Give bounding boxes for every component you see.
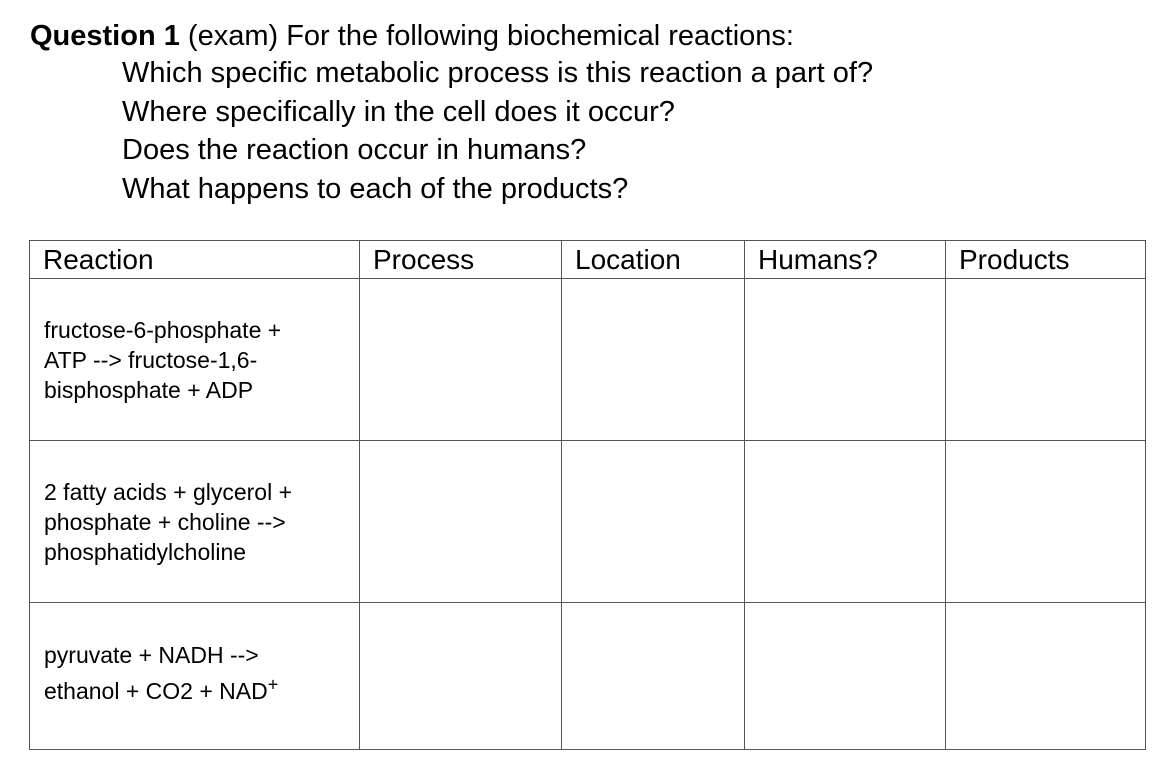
process-answer-cell[interactable]: [360, 441, 562, 603]
products-answer-cell[interactable]: [946, 603, 1146, 750]
humans-answer-cell[interactable]: [745, 603, 946, 750]
question-prompts: [122, 54, 873, 208]
table-row: [30, 603, 1146, 750]
superscript-charge: +: [267, 674, 279, 695]
prompt-location: Where specifically in the cell does it occur?: [122, 95, 675, 128]
products-answer-cell[interactable]: [946, 441, 1146, 603]
reaction-cell: pyruvate + NADH --> ethanol + CO2 + NAD+: [30, 603, 360, 750]
header-reaction: Reaction: [30, 241, 360, 279]
reaction-cell: fructose-6-phosphate + ATP --> fructose-1,6- bisphosphate + ADP: [30, 279, 360, 441]
question-tag: (exam): [187, 20, 279, 52]
header-process: Process: [360, 241, 562, 279]
location-answer-cell[interactable]: [562, 441, 745, 603]
question-label: Question 1: [30, 20, 180, 52]
location-answer-cell[interactable]: [562, 603, 745, 750]
process-answer-cell[interactable]: [360, 603, 562, 750]
humans-answer-cell[interactable]: [745, 279, 946, 441]
humans-answer-cell[interactable]: [745, 441, 946, 603]
table-row: [30, 279, 1146, 441]
prompt-products: What happens to each of the products?: [122, 172, 629, 205]
prompt-process: Which specific metabolic process is this reaction a part of?: [122, 57, 874, 89]
header-location: Location: [562, 241, 745, 279]
prompt-humans: Does the reaction occur in humans?: [122, 134, 587, 166]
question-intro: For the following biochemical reactions:: [286, 20, 794, 52]
table-header-row: [30, 241, 1146, 279]
reaction-cell: 2 fatty acids + glycerol + phosphate + choline --> phosphatidylcholine: [30, 441, 360, 603]
process-answer-cell[interactable]: [360, 279, 562, 441]
header-products: Products: [946, 241, 1146, 279]
header-humans: Humans?: [745, 241, 946, 279]
table-row: [30, 441, 1146, 603]
question-header: [30, 18, 794, 54]
location-answer-cell[interactable]: [562, 279, 745, 441]
products-answer-cell[interactable]: [946, 279, 1146, 441]
reaction-table: [29, 240, 1146, 750]
